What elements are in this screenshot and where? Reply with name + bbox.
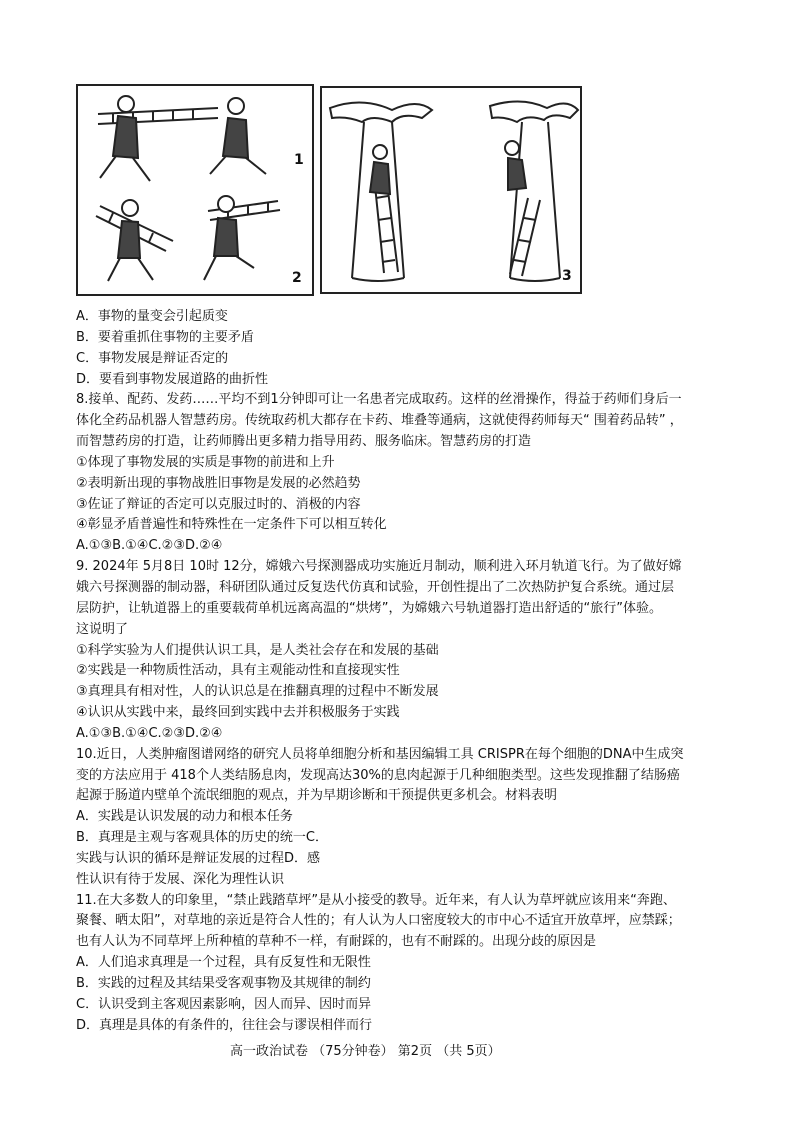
q10-option-line: B．真理是主观与客观具体的历史的统一C． [76, 830, 328, 846]
figure-label-2: 2 [292, 270, 302, 286]
q10-stem-line: 变的方法应用于 418个人类结肠息肉，发现高达30%的息肉起源于几种细胞类型。这些发现推翻了结肠癌 [76, 767, 680, 783]
q7-option-c: C．事物发展是辩证否定的 [76, 350, 229, 366]
q7-option-d: D．要看到事物发展道路的曲折性 [76, 371, 269, 387]
q8-item-3: ③佐证了辩证的否定可以克服过时的、消极的内容 [76, 496, 361, 512]
q9-item-2: ②实践是一种物质性活动，具有主观能动性和直接现实性 [76, 663, 400, 679]
q9-item-4: ④认识从实践中来，最终回到实践中去并积极服务于实践 [76, 705, 400, 721]
q10-option-line: A．实践是认识发展的动力和根本任务 [76, 809, 293, 825]
q11-option-a: A．人们追求真理是一个过程，具有反复性和无限性 [76, 955, 371, 971]
ladder-carriers-drawing [78, 86, 312, 294]
q8-options: A.①③B.①④C.②③D.②④ [76, 538, 223, 554]
q10-stem-line: 起源于肠道内壁单个流氓细胞的观点，并为早期诊断和干预提供更多机会。材料表明 [76, 788, 558, 804]
q8-item-4: ④彰显矛盾普遍性和特殊性在一定条件下可以相互转化 [76, 517, 387, 533]
q7-option-a: A．事物的量变会引起质变 [76, 309, 228, 324]
q8-stem-line: 而智慧药房的打造，让药师腾出更多精力指导用药、服务临床。智慧药房的打造 [76, 434, 532, 450]
q9-item-3: ③真理具有相对性，人的认识总是在推翻真理的过程中不断发展 [76, 684, 439, 700]
q8-item-2: ②表明新出现的事物战胜旧事物是发展的必然趋势 [76, 475, 361, 491]
q10-option-line: 性认识有待于发展、深化为理性认识 [76, 871, 285, 887]
q11-option-d: D．真理是具体的有条件的，往往会与谬误相伴而行 [76, 1017, 373, 1033]
q9-stem-line: 这说明了 [76, 621, 129, 637]
q11-option-c: C．认识受到主客观因素影响，因人而异、因时而异 [76, 996, 372, 1012]
figure-label-3: 3 [562, 268, 572, 284]
q9-stem-line: 9. 2024年 5月8日 10时 12分，嫦娥六号探测器成功实施近月制动，顺利进入环月轨道飞行。为了做好嫦 [76, 559, 682, 575]
cartoon-panel-right [320, 86, 582, 294]
q10-stem-line: 10.近日，人类肿瘤图谱网络的研究人员将单细胞分析和基因编辑工具 CRISPR在每个细胞的DNA中生成突 [76, 746, 684, 762]
q11-stem-line: 也有人认为不同草坪上所种植的草种不一样，有耐踩的，也有不耐踩的。出现分歧的原因是 [76, 934, 597, 950]
cartoon-panel-left [76, 84, 314, 296]
q9-stem-line: 娥六号探测器的制动器，科研团队通过反复迭代仿真和试验，开创性提出了二次热防护复合系统。通过层 [76, 579, 675, 595]
page-footer: 高一政治试卷 （75分钟卷） 第2页 （共 5页） [230, 1044, 501, 1059]
q9-stem-line: 层防护，让轨道器上的重要载荷单机远离高温的“烘烤”，为嫦娥六号轨道器打造出舒适的“旅行”体验。 [76, 600, 662, 616]
figure-label-1: 1 [294, 152, 304, 168]
question-text [76, 307, 726, 1037]
q9-options: A.①③B.①④C.②③D.②④ [76, 725, 223, 741]
q11-stem-line: 聚餐、晒太阳”，对草地的亲近是符合人性的；有人认为人口密度较大的市中心不适宜开放草坪，应禁踩； [76, 913, 681, 929]
q8-stem-line: 8.接单、配药、发药……平均不到1分钟即可让一名患者完成取药。这样的丝滑操作，得益于药师们身后一 [76, 392, 682, 408]
cartoon-figure [76, 84, 588, 297]
q11-stem-line: 11.在大多数人的印象里，“禁止践踏草坪”是从小接受的教导。近年来，有人认为草坪就应该用来“奔跑、 [76, 892, 676, 908]
q8-stem-line: 体化全药品机器人智慧药房。传统取药机大都存在卡药、堆叠等通病，这就使得药师每天“ 围着药品转” ， [76, 413, 683, 429]
q10-option-line: 实践与认识的循环是辩证发展的过程D．感 [76, 850, 321, 866]
q7-option-b: B．要着重抓住事物的主要矛盾 [76, 329, 254, 345]
q9-item-1: ①科学实验为人们提供认识工具，是人类社会存在和发展的基础 [76, 642, 439, 658]
tree-ladder-drawing [322, 88, 580, 292]
q8-item-1: ①体现了事物发展的实质是事物的前进和上升 [76, 454, 335, 470]
q11-option-b: B．实践的过程及其结果受客观事物及其规律的制约 [76, 976, 371, 991]
